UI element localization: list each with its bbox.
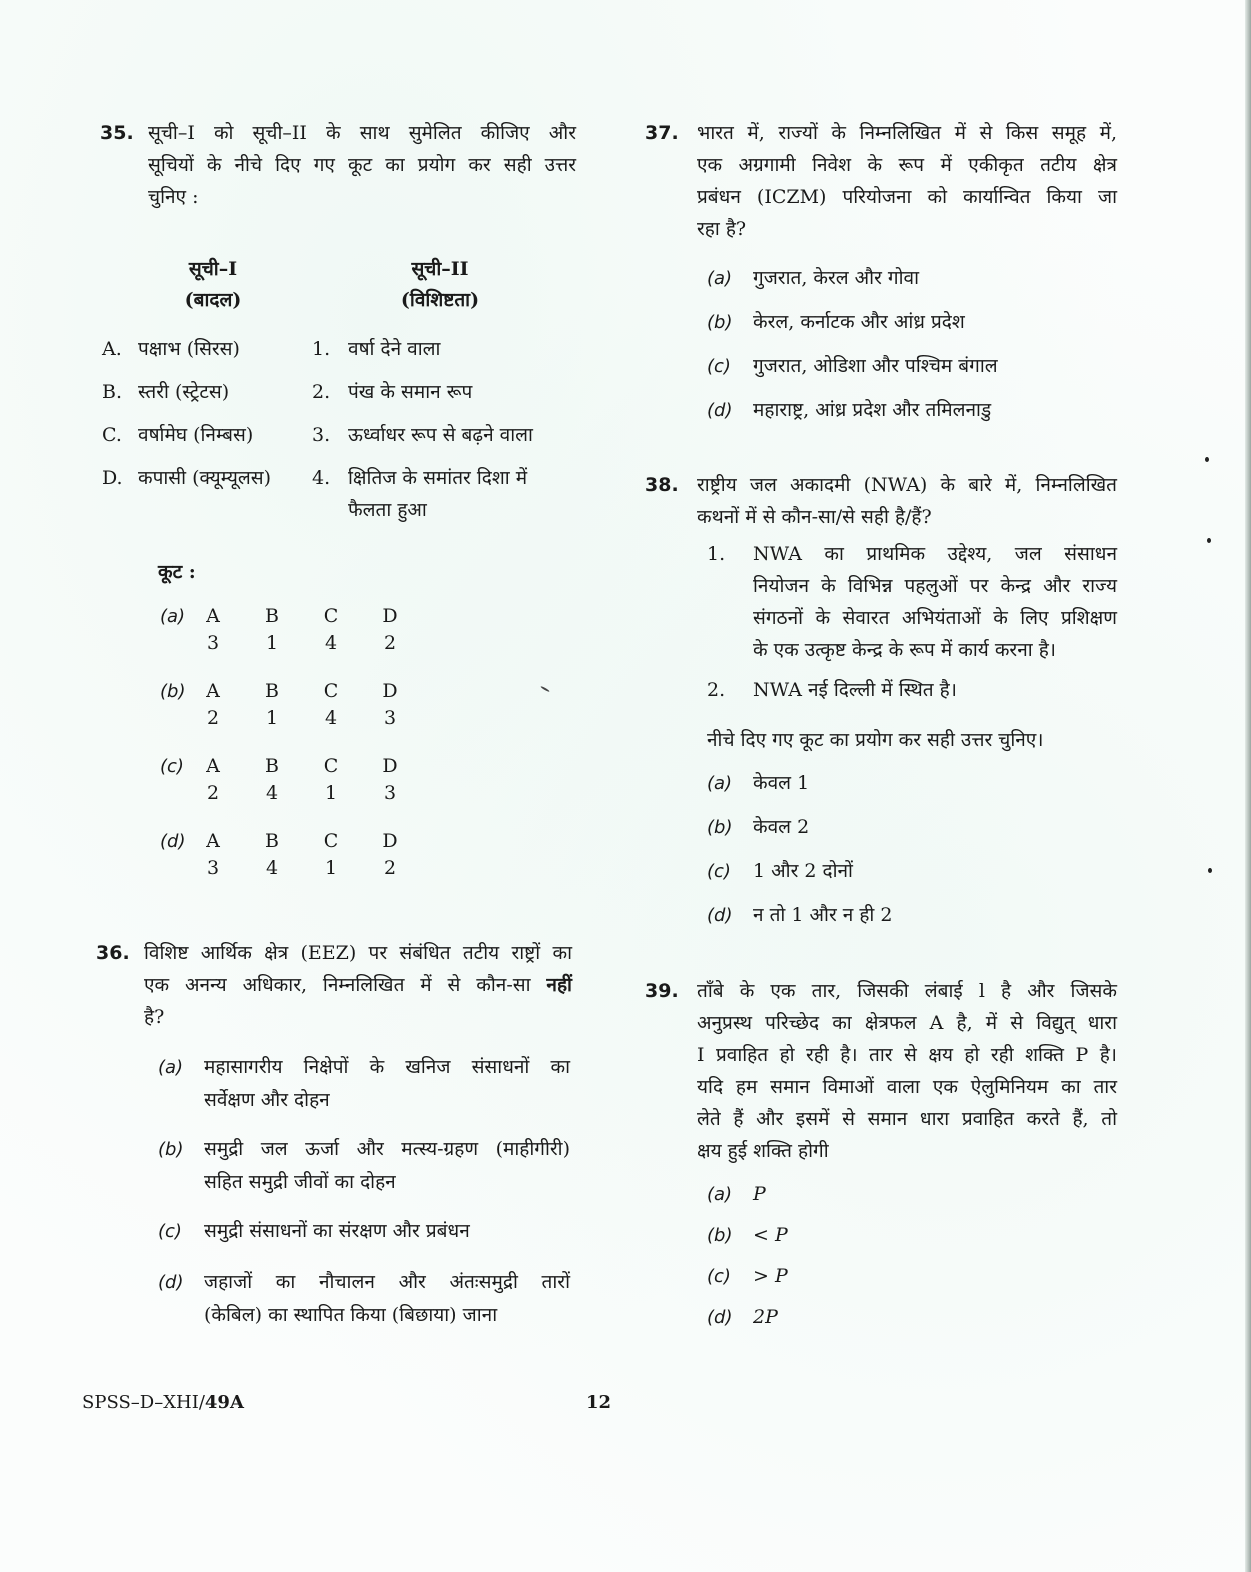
question-number: 36. [96,942,130,964]
list-2-item: 1. वर्षा देने वाला [312,338,441,360]
list-1-item: B. स्तरी (स्ट्रेटस) [102,381,230,403]
option-c[interactable]: (c) 1 और 2 दोनों [707,860,853,882]
option-c[interactable]: (c) समुद्री संसाधनों का संरक्षण और प्रबंधन [158,1220,470,1242]
question-number: 39. [645,980,679,1002]
option-b[interactable]: (b) केरल, कर्नाटक और आंध्र प्रदेश [707,311,965,333]
scan-mark [540,686,550,693]
scan-speck [1208,868,1212,873]
statement-1: 1. NWA का प्राथमिक उद्देश्य, जल संसाधन नियोजन के विभिन्न पहलुओं पर केन्द्र और राज्य संगठनों के सेवारत अभियंताओं के लिए प्रशिक्षण के एक उत्कृष्ट केन्द्र के रूप में कार्य करना है। [707,543,1117,661]
option-d[interactable]: (d) महाराष्ट्र, आंध्र प्रदेश और तमिलनाडु [707,399,992,421]
option-d[interactable]: (d) जहाजों का नौचालन और अंतःसमुद्री तारों (केबिल) का स्थापित किया (बिछाया) जाना [158,1271,570,1326]
scan-speck [1207,538,1211,543]
list-2-header: सूची–II (विशिष्टता) [400,258,480,311]
list-1-item: C. वर्षामेघ (निम्बस) [102,424,254,446]
option-b[interactable]: (b) < P [707,1224,788,1246]
scan-speck [1205,457,1209,462]
question-number: 35. [100,122,134,144]
question-text: सूची–I को सूची–II के साथ सुमेलित कीजिए और सूचियों के नीचे दिए गए कूट का प्रयोग कर सही उत्तर चुनिए : [148,122,576,208]
list-1-header: सूची–I (बादल) [184,258,242,311]
statement-2: 2. NWA नई दिल्ली में स्थित है। [707,679,957,701]
question-text: राष्ट्रीय जल अकादमी (NWA) के बारे में, निम्नलिखित कथनों में से कौन-सा/से सही है/हैं? [697,474,1117,528]
question-text: ताँबे के एक तार, जिसकी लंबाई l है और जिसके अनुप्रस्थ परिच्छेद का क्षेत्रफल A है, में से विद्युत् धारा I प्रवाहित हो रही है। तार से क्षय हो रही शक्ति P है। यदि हम समान विमाओं वाला एक ऐलुमिनियम का तार लेते हैं और इसमें से समान धारा प्रवाहित करते हैं, तो क्षय हुई शक्ति होगी [697,980,1117,1162]
code-title: कूट : [158,561,196,583]
option-b[interactable]: (b) समुद्री जल ऊर्जा और मत्स्य-ग्रहण (माहीगीरी) सहित समुद्री जीवों का दोहन [158,1138,570,1193]
option-a[interactable]: (a) गुजरात, केरल और गोवा [707,267,920,289]
option-c[interactable]: (c) गुजरात, ओडिशा और पश्चिम बंगाल [707,355,998,377]
option-a[interactable]: (a) केवल 1 [707,772,810,794]
question-number: 37. [645,122,679,144]
option-a[interactable]: (a) महासागरीय निक्षेपों के खनिज संसाधनों का सर्वेक्षण और दोहन [158,1056,570,1111]
instruction-text: नीचे दिए गए कूट का प्रयोग कर सही उत्तर चुनिए। [707,729,1044,751]
list-2-item: 4. क्षितिज के समांतर दिशा में [312,467,528,489]
question-text: विशिष्ट आर्थिक क्षेत्र (EEZ) पर संबंधित तटीय राष्ट्रों का एक अनन्य अधिकार, निम्नलिखित में से कौन-सा नहीं है? [144,942,572,1028]
option-d[interactable]: (d) न तो 1 और न ही 2 [707,904,893,926]
code-option-b[interactable]: (b) A B C D 2 1 4 3 [160,680,398,729]
option-c[interactable]: (c) > P [707,1265,788,1287]
list-2-item-continuation: फैलता हुआ [348,499,427,521]
code-option-d[interactable]: (d) A B C D 3 4 1 2 [160,830,398,879]
option-a[interactable]: (a) P [707,1183,766,1205]
option-d[interactable]: (d) 2P [707,1306,778,1328]
list-1-item: A. पक्षाभ (सिरस) [102,338,240,360]
list-2-item: 3. ऊर्ध्वाधर रूप से बढ़ने वाला [312,424,533,446]
page-number: 12 [586,1392,612,1413]
question-text: भारत में, राज्यों के निम्नलिखित में से किस समूह में, एक अग्रगामी निवेश के रूप में एकीकृत तटीय क्षेत्र प्रबंधन (ICZM) परियोजना को कार्यान्वित किया जा रहा है? [697,122,1117,240]
code-option-c[interactable]: (c) A B C D 2 4 1 3 [160,755,398,804]
list-1-item: D. कपासी (क्यूम्यूलस) [102,467,272,489]
question-number: 38. [645,474,679,496]
list-2-item: 2. पंख के समान रूप [312,381,473,403]
emphasis-not: नहीं [546,974,572,996]
code-option-a[interactable]: (a) A B C D 3 1 4 2 [160,605,398,654]
paper-code: SPSS–D–XHI/49A [82,1392,244,1413]
option-b[interactable]: (b) केवल 2 [707,816,810,838]
scan-edge-shadow [1245,0,1251,1572]
